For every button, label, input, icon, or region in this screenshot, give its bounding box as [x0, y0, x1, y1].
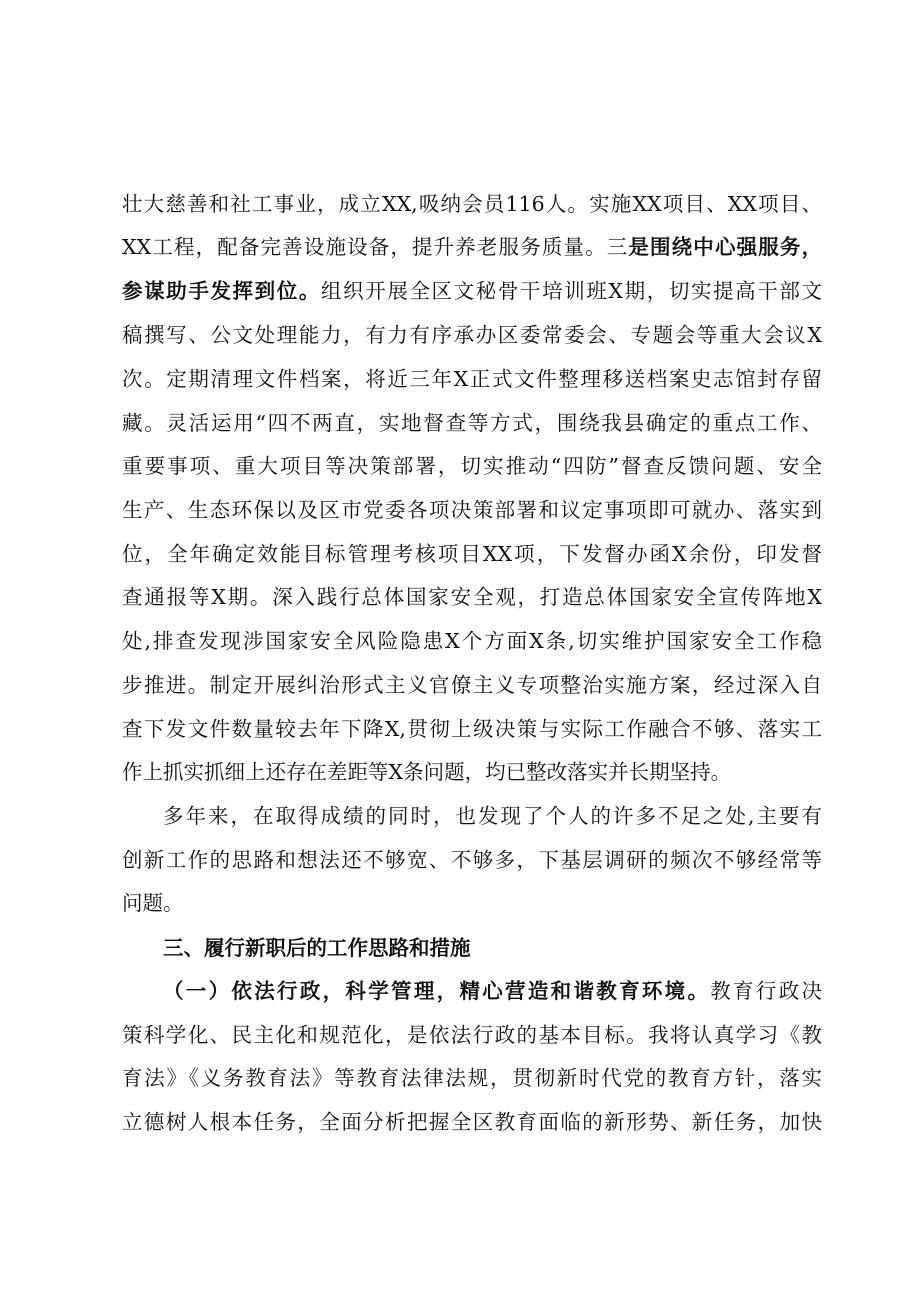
body-text-line: [122, 227, 822, 267]
body-text-line: [122, 490, 822, 530]
body-text-line: [122, 665, 822, 705]
paragraph-first-line: [163, 971, 822, 1011]
text-run: 策科学化、民主化和规范化，是依法行政的基本目标。我将认真学习《教: [122, 1022, 822, 1047]
body-text-line: [122, 1058, 822, 1098]
body-text-line: [122, 883, 822, 923]
text-run: 多年来，在取得成绩的同时，也发现了个人的许多不足之处,主要有: [163, 803, 822, 828]
body-text-line: [122, 840, 822, 880]
text-run: 组织开展全区文秘骨干培训班X期，切实提高干部文: [321, 278, 823, 303]
text-run: 稿撰写、公文处理能力，有力有序承办区委常委会、专题会等重大会议X: [122, 322, 822, 347]
bold-heading-run: 是围绕中心强服务，: [628, 234, 823, 259]
body-text-line: [122, 534, 822, 574]
section-heading-text: 三、履行新职后的工作思路和措施: [163, 935, 471, 960]
body-text-line: [122, 577, 822, 617]
text-run: 重要事项、重大项目等决策部署，切实推动“四防”督查反馈问题、安全: [122, 453, 822, 478]
text-run: 查下发文件数量较去年下降X,贯彻上级决策与实际工作融合不够、落实工: [122, 716, 822, 741]
paragraph-first-line: [163, 796, 822, 836]
section-heading: [163, 928, 822, 968]
text-run: 教育行政决: [710, 978, 823, 1003]
body-text-line: [122, 1015, 822, 1055]
text-run: 处,排查发现涉国家安全风险隐患X个方面X条,切实维护国家安全工作稳: [122, 628, 822, 653]
body-text-line: [122, 752, 822, 792]
text-run: 次。定期清理文件档案，将近三年X正式文件整理移送档案史志馆封存留: [122, 366, 822, 391]
body-text-line: [122, 359, 822, 399]
subsection-heading-run: （一）依法行政，科学管理，精心营造和谐教育环境。: [163, 978, 711, 1003]
body-text-line: [122, 315, 822, 355]
text-run: 藏。灵活运用“四不两直，实地督查等方式，围绕我县确定的重点工作、: [122, 410, 822, 435]
body-text-line: [122, 446, 822, 486]
text-run: 生产、生态环保以及区市党委各项决策部署和议定事项即可就办、落实到: [122, 497, 822, 522]
text-run: 创新工作的思路和想法还不够宽、不够多，下基层调研的频次不够经常等: [122, 847, 822, 872]
text-run: 查通报等X期。深入践行总体国家安全观，打造总体国家安全宣传阵地X: [122, 584, 822, 609]
text-run: 位，全年确定效能目标管理考核项目XX项，下发督办函X余份，印发督: [122, 541, 822, 566]
body-text-line: [122, 271, 822, 311]
bold-heading-run: 参谋助手发挥到位。: [122, 278, 321, 303]
body-text-line: [122, 403, 822, 443]
body-text-line: [122, 184, 822, 224]
body-text-line: [122, 1102, 822, 1142]
body-text-line: [122, 621, 822, 661]
text-run: 立德树人根本任务，全面分析把握全区教育面临的新形势、新任务，加快: [122, 1109, 822, 1134]
text-run: 育法》《义务教育法》等教育法律法规，贯彻新时代党的教育方针，落实: [122, 1065, 822, 1090]
text-run: XX工程，配备完善设施设备，提升养老服务质量。三: [122, 234, 629, 259]
text-run: 壮大慈善和社工事业，成立XX,吸纳会员116人。实施XX项目、XX项目、: [122, 191, 822, 216]
text-run: 步推进。制定开展纠治形式主义官僚主义专项整治实施方案，经过深入自: [122, 672, 822, 697]
text-run: 作上抓实抓细上还存在差距等X条问题，均已整改落实并长期坚持。: [122, 759, 732, 784]
text-run: 问题。: [122, 890, 184, 915]
body-text-line: [122, 709, 822, 749]
